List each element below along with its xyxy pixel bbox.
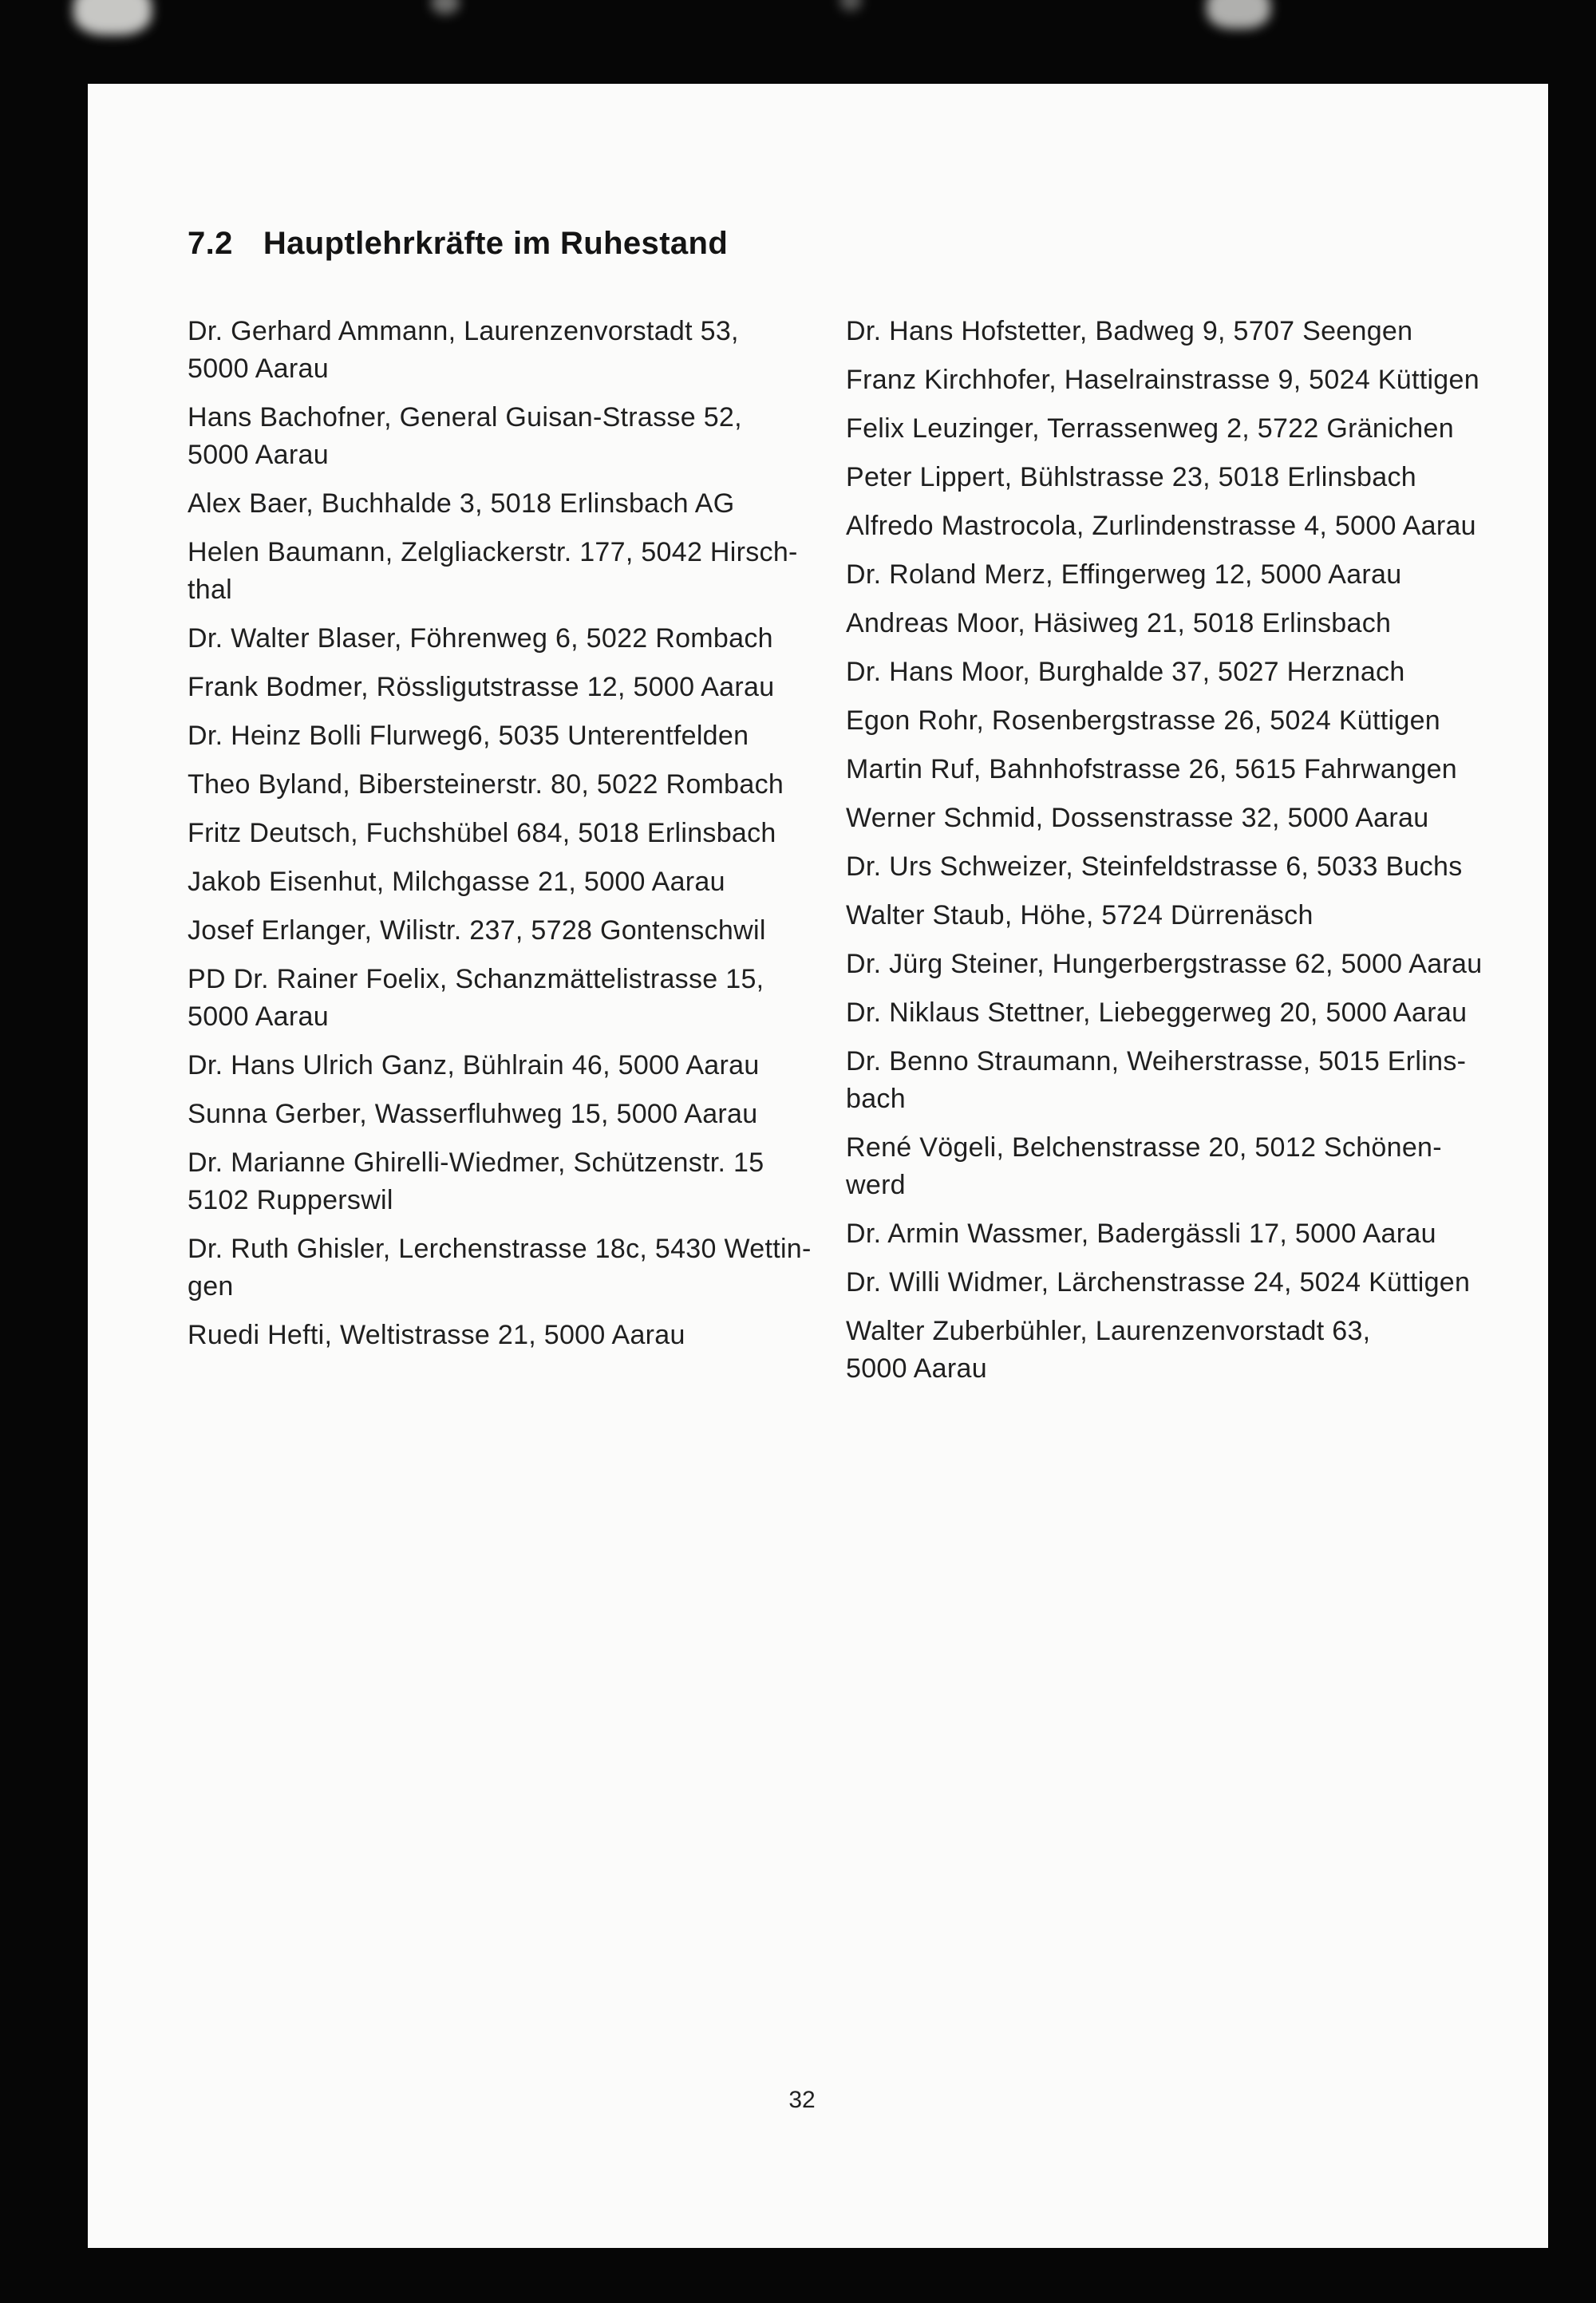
directory-entry: Felix Leuzinger, Terrassenweg 2, 5722 Gränichen — [846, 413, 1454, 444]
directory-entry: Hans Bachofner, General Guisan-Strasse 52, 5000 Aarau — [188, 402, 742, 470]
section-title: Hauptlehrkräfte im Ruhestand — [263, 226, 729, 261]
document-page — [88, 84, 1548, 2248]
directory-entry: Walter Zuberbühler, Laurenzenvorstadt 63, 5000 Aarau — [846, 1316, 1371, 1384]
directory-entry: PD Dr. Rainer Foelix, Schanzmättelistrasse 15, 5000 Aarau — [188, 964, 764, 1032]
directory-column-left — [188, 313, 846, 1399]
directory-entry: Dr. Willi Widmer, Lärchenstrasse 24, 5024 Küttigen — [846, 1267, 1471, 1298]
directory-entry: Dr. Roland Merz, Effingerweg 12, 5000 Aarau — [846, 559, 1402, 590]
directory-entry: Alfredo Mastrocola, Zurlindenstrasse 4, 5000 Aarau — [846, 511, 1476, 541]
section-number: 7.2 — [188, 226, 233, 261]
section-heading — [188, 226, 1548, 262]
directory-entry: Dr. Hans Ulrich Ganz, Bühlrain 46, 5000 Aarau — [188, 1050, 760, 1080]
directory-entry: Dr. Heinz Bolli Flurweg6, 5035 Unterentfelden — [188, 721, 749, 751]
directory-entry: Martin Ruf, Bahnhofstrasse 26, 5615 Fahrwangen — [846, 754, 1458, 784]
directory-entry: Dr. Marianne Ghirelli-Wiedmer, Schützenstr. 15 5102 Rupperswil — [188, 1148, 764, 1215]
directory-entry: Dr. Benno Straumann, Weiherstrasse, 5015 Erlins- bach — [846, 1046, 1467, 1114]
scan-artifact — [839, 0, 862, 11]
directory-entry: Sunna Gerber, Wasserfluhweg 15, 5000 Aarau — [188, 1099, 758, 1129]
directory-entry: Dr. Jürg Steiner, Hungerbergstrasse 62, 5000 Aarau — [846, 949, 1483, 979]
directory-entry: Dr. Walter Blaser, Föhrenweg 6, 5022 Rombach — [188, 623, 773, 654]
directory-entry: Franz Kirchhofer, Haselrainstrasse 9, 5024 Küttigen — [846, 365, 1479, 395]
directory-entry: Josef Erlanger, Wilistr. 237, 5728 Gontenschwil — [188, 915, 766, 946]
directory-entry: Egon Rohr, Rosenbergstrasse 26, 5024 Küttigen — [846, 705, 1440, 736]
page-number: 32 — [788, 2087, 816, 2113]
directory-entry: Ruedi Hefti, Weltistrasse 21, 5000 Aarau — [188, 1320, 685, 1350]
directory-entry: René Vögeli, Belchenstrasse 20, 5012 Schönen- werd — [846, 1132, 1442, 1200]
directory-entry: Fritz Deutsch, Fuchshübel 684, 5018 Erlinsbach — [188, 818, 776, 848]
scan-artifact — [431, 0, 460, 14]
directory-entry: Peter Lippert, Bühlstrasse 23, 5018 Erlinsbach — [846, 462, 1416, 492]
scan-artifact — [1207, 0, 1270, 29]
directory-column-right — [846, 313, 1548, 1399]
directory-entry: Helen Baumann, Zelgliackerstr. 177, 5042 Hirsch- thal — [188, 537, 798, 605]
directory-entry: Walter Staub, Höhe, 5724 Dürrenäsch — [846, 900, 1314, 930]
directory-entry: Andreas Moor, Häsiweg 21, 5018 Erlinsbach — [846, 608, 1392, 638]
directory-entry: Dr. Hans Moor, Burghalde 37, 5027 Herznach — [846, 657, 1405, 687]
scan-artifact — [73, 0, 152, 35]
directory-entry: Alex Baer, Buchhalde 3, 5018 Erlinsbach AG — [188, 488, 735, 519]
directory-entry: Frank Bodmer, Rössligutstrasse 12, 5000 Aarau — [188, 672, 775, 702]
directory-entry: Dr. Hans Hofstetter, Badweg 9, 5707 Seengen — [846, 316, 1413, 346]
directory-entry: Dr. Ruth Ghisler, Lerchenstrasse 18c, 5430 Wettin- gen — [188, 1234, 812, 1302]
directory-entry: Theo Byland, Bibersteinerstr. 80, 5022 Rombach — [188, 769, 784, 800]
directory-entry: Dr. Niklaus Stettner, Liebeggerweg 20, 5000 Aarau — [846, 997, 1468, 1028]
directory-entry: Dr. Urs Schweizer, Steinfeldstrasse 6, 5033 Buchs — [846, 851, 1463, 882]
directory-entry: Dr. Armin Wassmer, Badergässli 17, 5000 Aarau — [846, 1219, 1436, 1249]
directory-entry: Werner Schmid, Dossenstrasse 32, 5000 Aarau — [846, 803, 1429, 833]
directory-entry: Jakob Eisenhut, Milchgasse 21, 5000 Aarau — [188, 867, 725, 897]
directory-columns — [188, 313, 1548, 1399]
directory-entry: Dr. Gerhard Ammann, Laurenzenvorstadt 53, 5000 Aarau — [188, 316, 739, 384]
